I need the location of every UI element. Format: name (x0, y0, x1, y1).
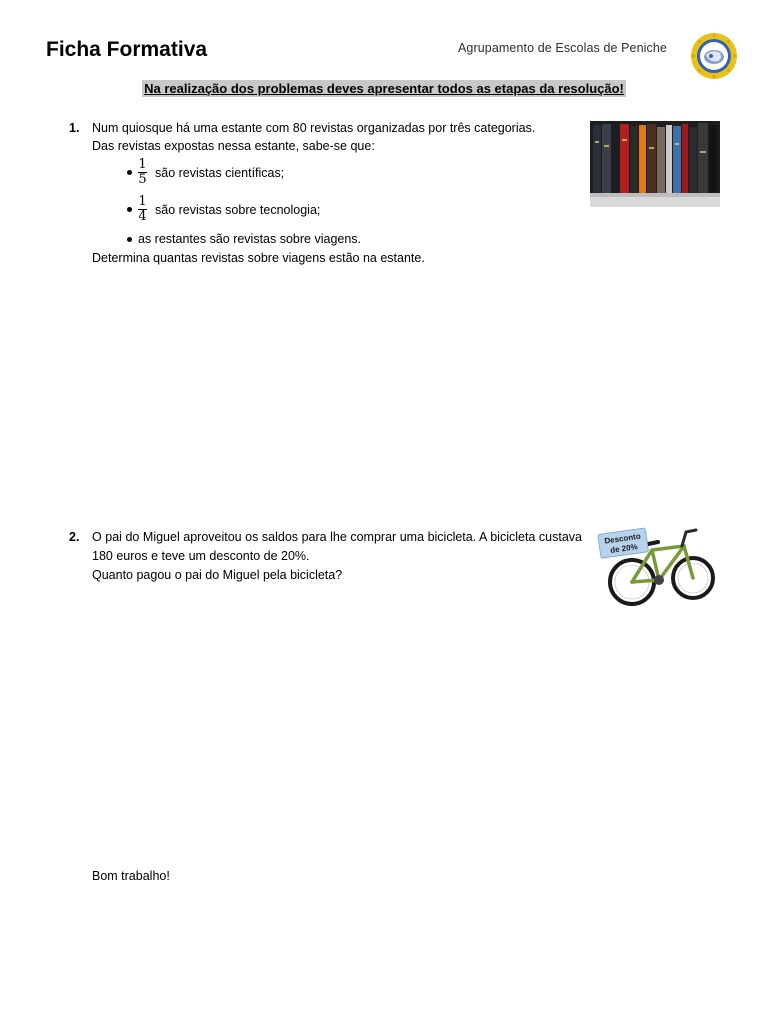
bullet-item-scientific (127, 158, 284, 187)
discount-tag-line-2: de 20% (609, 542, 639, 555)
question-2-question: Quanto pagou o pai do Miguel pela bicicleta? (92, 568, 343, 582)
bullet-item-travel (127, 232, 361, 246)
bullet-text: são revistas científicas; (155, 165, 285, 180)
question-1-number: 1. (69, 121, 80, 135)
school-name: Agrupamento de Escolas de Peniche (458, 41, 667, 55)
bullet-dot (127, 170, 132, 175)
bullet-dot (127, 207, 132, 212)
fraction-denominator: 4 (138, 209, 147, 224)
fraction-denominator: 5 (138, 172, 147, 187)
school-logo (686, 32, 742, 80)
fraction-numerator: 1 (138, 157, 147, 172)
bookshelf-image (590, 121, 720, 207)
bullet-text: as restantes são revistas sobre viagens. (138, 232, 362, 246)
fraction-numerator: 1 (138, 194, 147, 209)
bullet-dot (127, 237, 132, 242)
fraction-one-fifth (138, 158, 147, 187)
question-2-number: 2. (69, 530, 80, 544)
bicycle-image (596, 512, 720, 610)
bullet-item-technology (127, 195, 320, 224)
question-1-task: Determina quantas revistas sobre viagens estão na estante. (92, 251, 425, 265)
question-1-line-1: Num quiosque há uma estante com 80 revistas organizadas por três categorias. (92, 121, 536, 135)
discount-tag-line-1: Desconto (603, 531, 642, 546)
instructions-banner: Na realização dos problemas deves apresentar todos as etapas da resolução! (144, 81, 624, 96)
closing-message: Bom trabalho! (92, 869, 170, 883)
page-title: Ficha Formativa (46, 38, 208, 61)
question-2-text: O pai do Miguel aproveitou os saldos para lhe comprar uma bicicleta. A bicicleta custava 180 euros e teve um desconto de 20%. (92, 530, 582, 563)
fraction-one-quarter (138, 195, 147, 224)
question-1-line-2: Das revistas expostas nessa estante, sabe-se que: (92, 139, 375, 153)
bullet-text: são revistas sobre tecnologia; (155, 202, 321, 217)
